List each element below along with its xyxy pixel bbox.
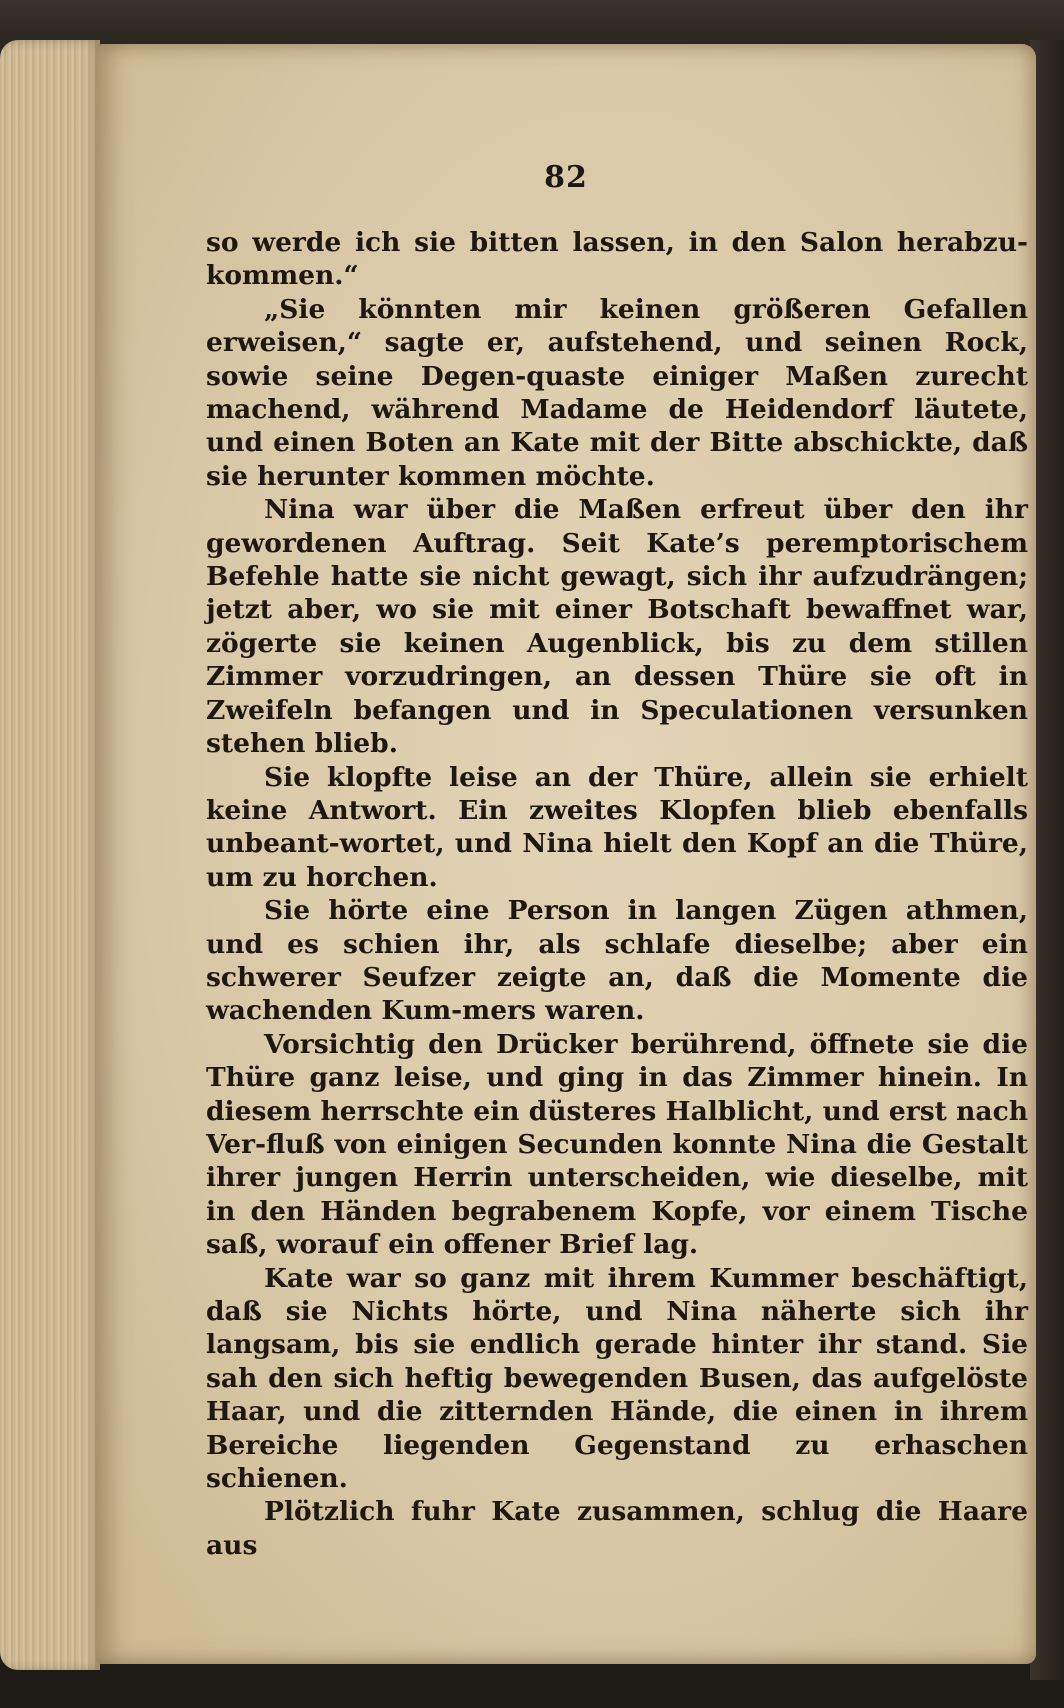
paragraph: Vorsichtig den Drücker berührend, öffnete sie die Thüre ganz leise, und ging in das Zimmer hinein. In diesem herrschte ein düsteres Halblicht, und erst nach Ver-fluß von einigen Secunden konnte Nina die Gestalt ihrer jungen Herrin unterscheiden, wie dieselbe, mit in den Händen begrabenem Kopfe, vor einem Tische saß, worauf ein offener Brief lag. [206, 1028, 1028, 1261]
book-page [96, 44, 1036, 1664]
paragraph: Plötzlich fuhr Kate zusammen, schlug die Haare aus [206, 1496, 1028, 1561]
paragraph: Sie hörte eine Person in langen Zügen athmen, und es schien ihr, als schlafe dieselbe; aber ein schwerer Seufzer zeigte an, daß die Momente die wachenden Kum-mers waren. [206, 895, 1028, 1027]
paragraph: Sie klopfte leise an der Thüre, allein sie erhielt keine Antwort. Ein zweites Klopfen blieb ebenfalls unbeant-wortet, und Nina hielt den Kopf an die Thüre, um zu horchen. [206, 761, 1028, 893]
paragraph: so werde ich sie bitten lassen, in den Salon herabzu-kommen.“ [206, 227, 1028, 292]
paragraph: „Sie könnten mir keinen größeren Gefallen erweisen,“ sagte er, aufstehend, und seinen Rock, sowie seine Degen-quaste einiger Maßen zurecht machend, während Madame de Heidendorf läutete, und einen Boten an Kate mit der Bitte abschickte, daß sie herunter kommen möchte. [206, 293, 1028, 492]
paragraph: Nina war über die Maßen erfreut über den ihr gewordenen Auftrag. Seit Kate’s peremptorischem Befehle hatte sie nicht gewagt, sich ihr aufzudrängen; jetzt aber, wo sie mit einer Botschaft bewaffnet war, zögerte sie keinen Augenblick, bis zu dem stillen Zimmer vorzudringen, an dessen Thüre sie oft in Zweifeln befangen und in Speculationen versunken stehen blieb. [206, 494, 1028, 760]
paragraph: Kate war so ganz mit ihrem Kummer beschäftigt, daß sie Nichts hörte, und Nina näherte sich ihr langsam, bis sie endlich gerade hinter ihr stand. Sie sah den sich heftig bewegenden Busen, das aufgelöste Haar, und die zitternden Hände, die einen in ihrem Bereiche liegenden Gegenstand zu erhaschen schienen. [206, 1262, 1028, 1495]
body-text [206, 226, 1028, 1562]
page-stack-edge [0, 40, 100, 1670]
page-number: 82 [544, 160, 588, 195]
book-cover-top [0, 0, 1064, 48]
